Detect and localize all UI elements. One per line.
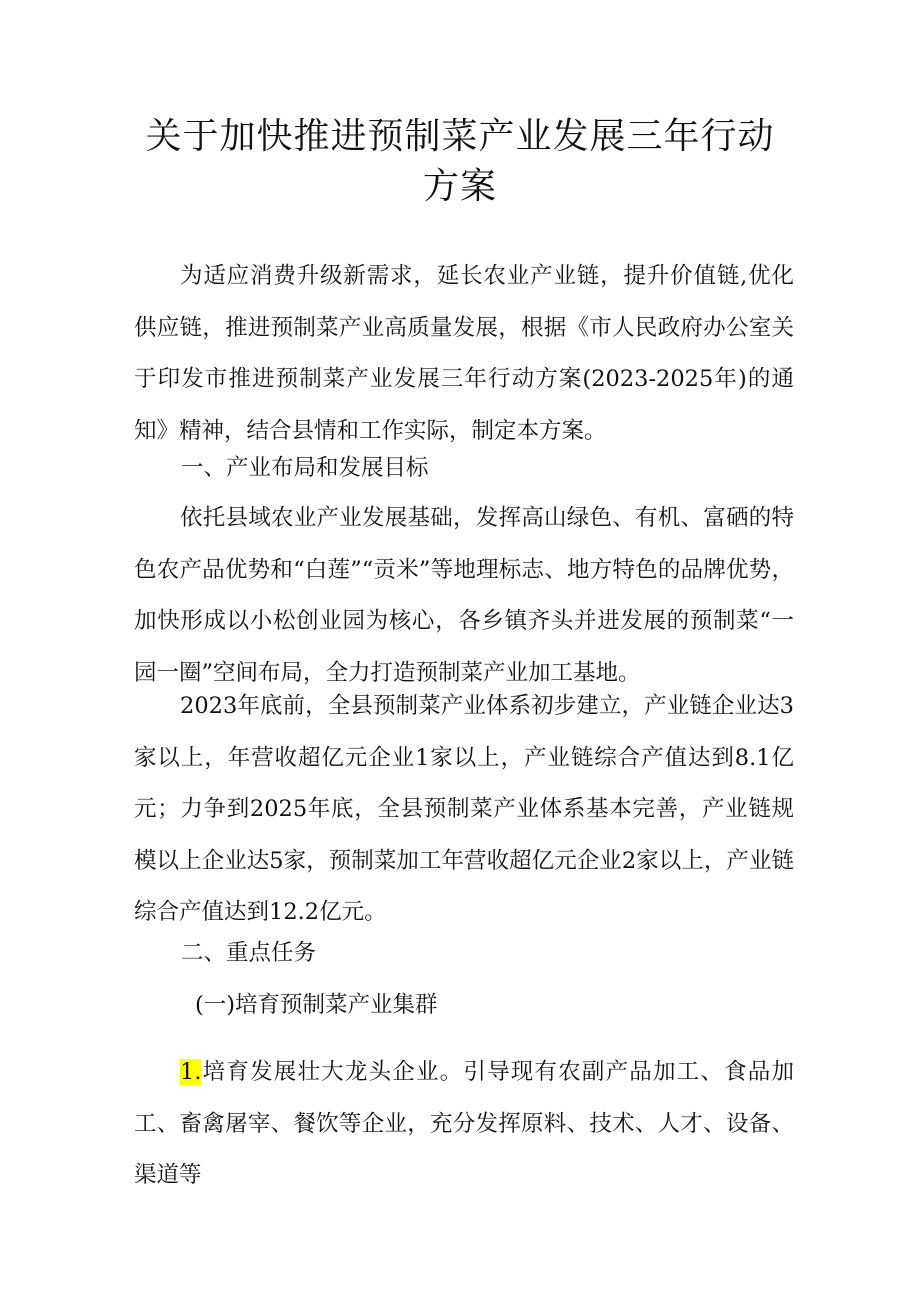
section1-paragraph-1: 依托县域农业产业发展基础，发挥高山绿色、有机、富硒的特色农产品优势和“白莲”“贡米”等地理标志、地方特色的品牌优势，加快形成以小松创业园为核心，各乡镇齐头并进发展的预制菜“一园一圈”空间布局，全力打造预制菜产业加工基地。 [134,505,794,686]
list-item-1 [134,1047,794,1202]
section-heading-2: 二、重点任务 [181,940,317,966]
document-title: 关于加快推进预制菜产业发展三年行动方案 [145,116,775,207]
intro-paragraph: 为适应消费升级新需求，延长农业产业链，提升价值链,优化供应链，推进预制菜产业高质量发展，根据《市人民政府办公室关于印发市推进预制菜产业发展三年行动方案(2023-2025年)的通知》精神，结合县情和工作实际，制定本方案。 [134,263,794,444]
subsection-heading-1: (一)培育预制菜产业集群 [195,992,438,1018]
item-number-highlight: 1. [180,1059,202,1085]
section1-paragraph-2: 2023年底前，全县预制菜产业体系初步建立，产业链企业达3家以上，年营收超亿元企业1家以上，产业链综合产值达到8.1亿元；力争到2025年底，全县预制菜产业体系基本完善，产业链规模以上企业达5家，预制菜加工年营收超亿元企业2家以上，产业链综合产值达到12.2亿元。 [134,693,794,925]
section-heading-1: 一、产业布局和发展目标 [181,455,429,481]
list-item-1-text: 培育发展壮大龙头企业。引导现有农副产品加工、食品加工、畜禽屠宰、餐饮等企业，充分发挥原料、技术、人才、设备、渠道等 [134,1059,794,1188]
